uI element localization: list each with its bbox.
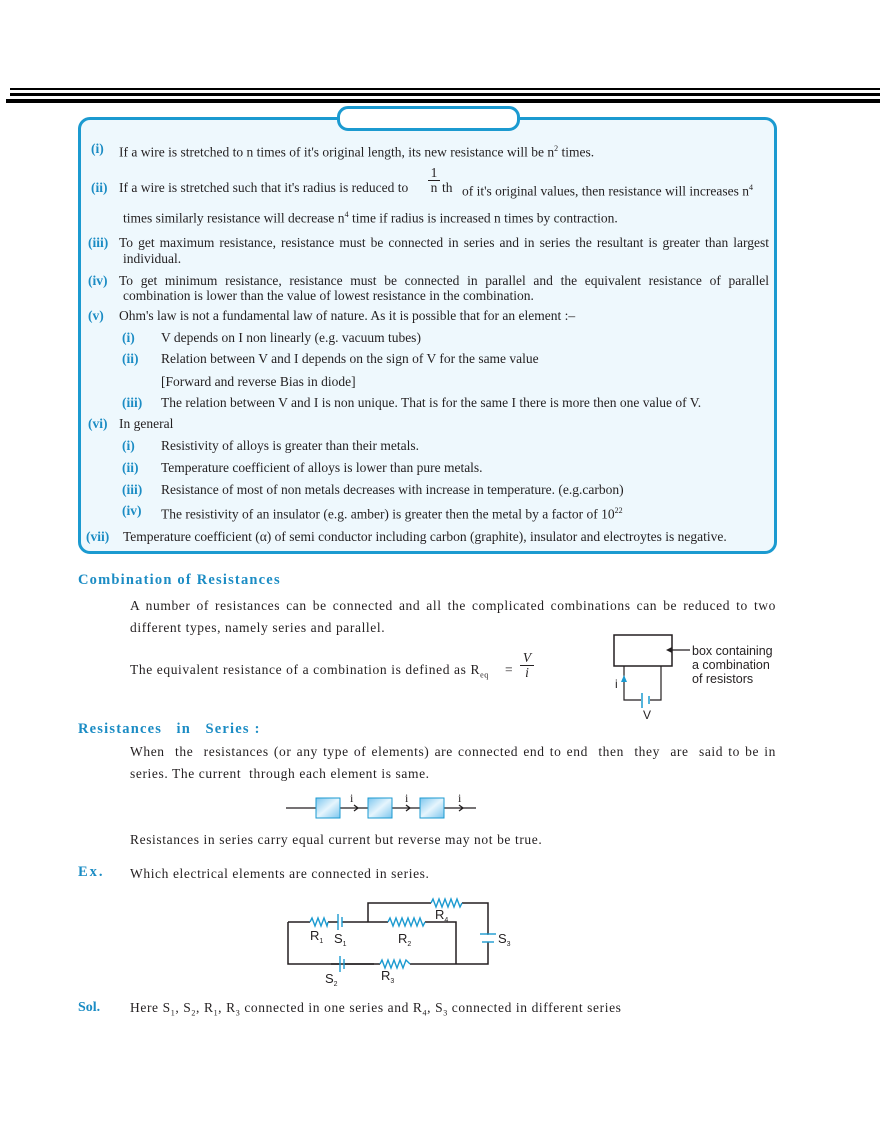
subitem-text: Temperature coefficient of alloys is lower than pure metals. (161, 460, 483, 475)
header-rule (10, 88, 880, 90)
subitem-label: (iv) (122, 503, 142, 518)
subitem-label: (ii) (122, 351, 139, 366)
fraction-suffix: th (442, 180, 453, 195)
example-text: Which electrical elements are connected in series. (130, 866, 430, 881)
notes-box-tab (337, 106, 520, 131)
item-text: times similarly resistance will decrease $n^4$ time if radius is increased n times by contraction. (123, 210, 618, 226)
current-label: i (350, 791, 354, 805)
resistor-block (420, 798, 444, 818)
box-circuit-diagram (600, 630, 800, 725)
item-text: combination is lower than the value of lowest resistance in the combination. (123, 288, 534, 303)
item-label: (i) (91, 141, 104, 156)
label-R1: $R_1$ (310, 928, 324, 945)
item-label: (ii) (91, 180, 108, 195)
item-text: To get minimum resistance, resistance must be connected in parallel and the equivalent resistance of parallel (119, 273, 769, 288)
item-label: (vi) (88, 416, 108, 431)
header-rule (6, 99, 880, 103)
section-heading: Resistances in Series : (78, 721, 261, 737)
item-text: individual. (123, 251, 182, 266)
subitem-text: V depends on I non linearly (e.g. vacuum tubes) (161, 330, 421, 345)
section-heading: Combination of Resistances (78, 572, 281, 588)
diagram-label: of resistors (692, 672, 754, 686)
subitem-label: (i) (122, 438, 135, 453)
voltage-label: V (643, 708, 652, 722)
item-text: If a wire is stretched to n times of it's original length, its new resistance will be $n^2$ times. (119, 144, 595, 160)
diagram-label: box containing (692, 644, 773, 658)
subitem-text: The resistivity of an insulator (e.g. amber) is greater then the metal by a factor of $10^{22}$ (161, 506, 623, 522)
subitem-text: Resistance of most of non metals decreases with increase in temperature. (e.g.carbon) (161, 482, 624, 497)
fraction: $\frac{V}{i}$ (520, 651, 534, 680)
item-text: Ohm's law is not a fundamental law of nature. As it is possible that for an element :– (119, 308, 576, 323)
example-label: Ex. (78, 864, 105, 880)
paragraph: different types, namely series and parallel. (130, 620, 386, 635)
item-label: (iii) (88, 235, 109, 250)
item-label: (vii) (86, 529, 110, 544)
subitem-label: (iii) (122, 395, 143, 410)
paragraph: The equivalent resistance of a combination is defined as $R_{eq}$ (130, 662, 489, 680)
label-R2: $R_2$ (398, 931, 412, 948)
subitem-label: (i) (122, 330, 135, 345)
resistor-block (316, 798, 340, 818)
item-text: In general (119, 416, 174, 431)
item-label: (iv) (88, 273, 108, 288)
current-label: i (615, 677, 618, 691)
item-text: To get maximum resistance, resistance must be connected in series and in series the resultant is greater than largest (119, 235, 769, 250)
solution-text: Here $S_1$, $S_2$, $R_1$, $R_3$ connected in one series and $R_4$, $S_3$ connected in different series (130, 1000, 622, 1018)
solution-label: Sol. (78, 1000, 101, 1015)
subitem-label: (ii) (122, 460, 139, 475)
label-R3: $R_3$ (381, 968, 395, 985)
paragraph: series. The current through each element is same. (130, 766, 430, 781)
paragraph: Resistances in series carry equal current but reverse may not be true. (130, 832, 543, 847)
diagram-label: a combination (692, 658, 770, 672)
current-label: i (405, 791, 409, 805)
current-label: i (458, 791, 462, 805)
subitem-text: Relation between V and I depends on the sign of V for the same value (161, 351, 539, 366)
paragraph: A number of resistances can be connected and all the complicated combinations can be reduced to two (130, 598, 776, 613)
fraction: $\frac{1}{n}$ (428, 166, 440, 195)
label-S3: $S_3$ (498, 931, 511, 948)
item-text: of it's original values, then resistance will increases $n^4$ (462, 183, 753, 199)
subitem-text: Resistivity of alloys is greater than their metals. (161, 438, 419, 453)
item-text: Temperature coefficient (α) of semi conductor including carbon (graphite), insulator and electroytes is negative. (123, 529, 727, 544)
example-circuit (280, 885, 511, 995)
resistor-block (368, 798, 392, 818)
label-S2: $S_2$ (325, 971, 338, 988)
subitem-text: The relation between V and I is non unique. That is for the same I there is more then one value of V. (161, 395, 702, 410)
series-diagram (280, 788, 480, 828)
subitem-text: [Forward and reverse Bias in diode] (161, 374, 356, 389)
header-rule (10, 93, 880, 96)
item-text: If a wire is stretched such that it's radius is reduced to (119, 180, 409, 195)
paragraph: When the resistances (or any type of elements) are connected end to end then they are said to be in (130, 744, 776, 759)
label-R4: $R_4$ (435, 907, 449, 924)
equals-sign: = (505, 662, 513, 677)
subitem-label: (iii) (122, 482, 143, 497)
item-label: (v) (88, 308, 104, 323)
label-S1: $S_1$ (334, 931, 347, 948)
